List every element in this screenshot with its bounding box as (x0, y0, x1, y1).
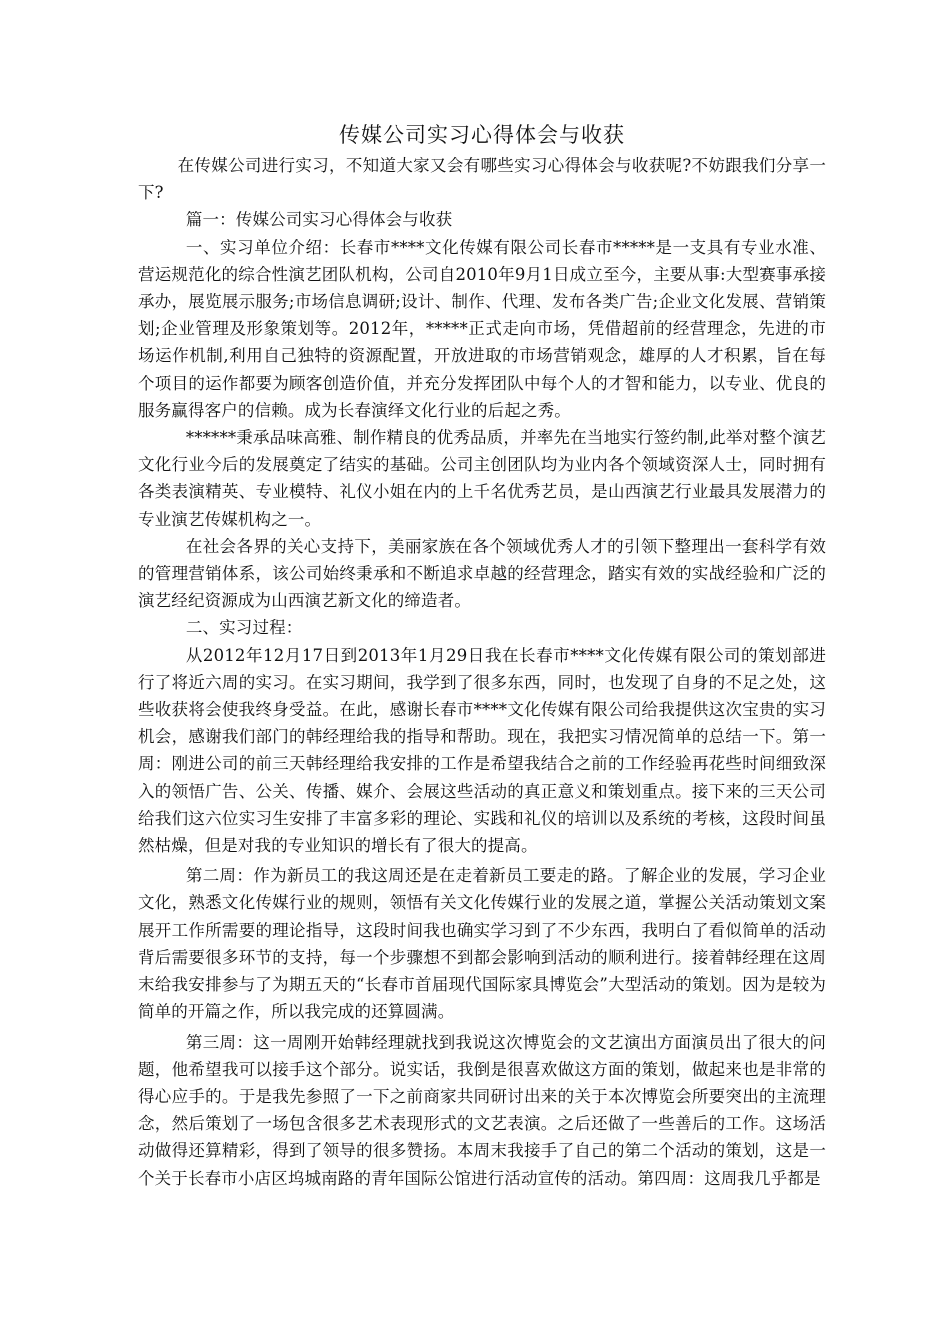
section-two-heading: 二、实习过程： (185, 618, 303, 638)
part-one-heading: 篇一：传媒公司实习心得体会与收获 (185, 210, 453, 230)
week-two-paragraph: 第二周：作为新员工的我这周还是在走着新员工要走的路。了解企业的发展，学习企业文化，熟悉文化传媒行业的规则，领悟有关文化传媒行业的发展之道，掌握公关活动策划文案展开工作所需要的理论指导，这段时间我也确实学习到了不少东西，我明白了看似简单的活动背后需要很多环节的支持，每一个步骤想不到都会影响到活动的顺利进行。接着韩经理在这周末给我安排参与了为期五天的“长春市首届现代国际家具博览会”大型活动的策划。因为是较为简单的开篇之作，所以我完成的还算圆满。 (138, 866, 826, 1022)
intro-paragraph: 在传媒公司进行实习，不知道大家又会有哪些实习心得体会与收获呢?不妨跟我们分享一下? (138, 156, 826, 203)
week-one-paragraph: 从2012年12月17日到2013年1月29日我在长春市****文化传媒有限公司的策划部进行了将近六周的实习。在实习期间，我学到了很多东西，同时，也发现了自身的不足之处，这些收获将会使我终身受益。在此，感谢长春市****文化传媒有限公司给我提供这次宝贵的实习机会，感谢我们部门的韩经理给我的指导和帮助。现在，我把实习情况简单的总结一下。第一周：刚进公司的前三天韩经理给我安排的工作是希望我结合之前的工作经验再花些时间细致深入的领悟广告、公关、传播、媒介、会展这些活动的真正意义和策划重点。接下来的三天公司给我们这六位实习生安排了丰富多彩的理论、实践和礼仪的培训以及系统的考核，这段时间虽然枯燥，但是对我的专业知识的增长有了很大的提高。 (138, 645, 826, 856)
document-body (138, 118, 826, 1192)
week-three-paragraph: 第三周：这一周刚开始韩经理就找到我说这次博览会的文艺演出方面演员出了很大的问题，他希望我可以接手这个部分。说实话，我倒是很喜欢做这方面的策划，做起来也是非常的得心应手的。于是我先参照了一下之前商家共同研讨出来的关于本次博览会所要突出的主流理念，然后策划了一场包含很多艺术表现形式的文艺表演。之后还做了一些善后的工作。这场活动做得还算精彩，得到了领导的很多赞扬。本周末我接手了自己的第二个活动的策划，这是一个关于长春市小店区坞城南路的青年国际公馆进行活动宣传的活动。第四周：这周我几乎都是 (138, 1032, 826, 1188)
company-intro-paragraph: 一、实习单位介绍：长春市****文化传媒有限公司长春市*****是一支具有专业水准、营运规范化的综合性演艺团队机构，公司自2010年9月1日成立至今，主要从事:大型赛事承接承办，展览展示服务;市场信息调研;设计、制作、代理、发布各类广告;企业文化发展、营销策划;企业管理及形象策划等。2012年，*****正式走向市场，凭借超前的经营理念，先进的市场运作机制,利用自己独特的资源配置，开放进取的市场营销观念，雄厚的人才积累，旨在每个项目的运作都要为顾客创造价值，并充分发挥团队中每个人的才智和能力，以专业、优良的服务赢得客户的信赖。成为长春演绎文化行业的后起之秀。 (138, 237, 826, 420)
company-support-paragraph: 在社会各界的关心支持下，美丽家族在各个领域优秀人才的引领下整理出一套科学有效的管理营销体系，该公司始终秉承和不断追求卓越的经营理念，踏实有效的实战经验和广泛的演艺经纪资源成为山西演艺新文化的缔造者。 (138, 536, 826, 611)
document-title: 传媒公司实习心得体会与收获 (339, 123, 625, 147)
company-quality-paragraph: ******秉承品味高雅、制作精良的优秀品质，并率先在当地实行签约制,此举对整个演艺文化行业今后的发展奠定了结实的基础。公司主创团队均为业内各个领域资深人士，同时拥有各类表演精英、专业模特、礼仪小姐在内的上千名优秀艺员，是山西演艺行业最具发展潜力的专业演艺传媒机构之一。 (138, 428, 826, 529)
